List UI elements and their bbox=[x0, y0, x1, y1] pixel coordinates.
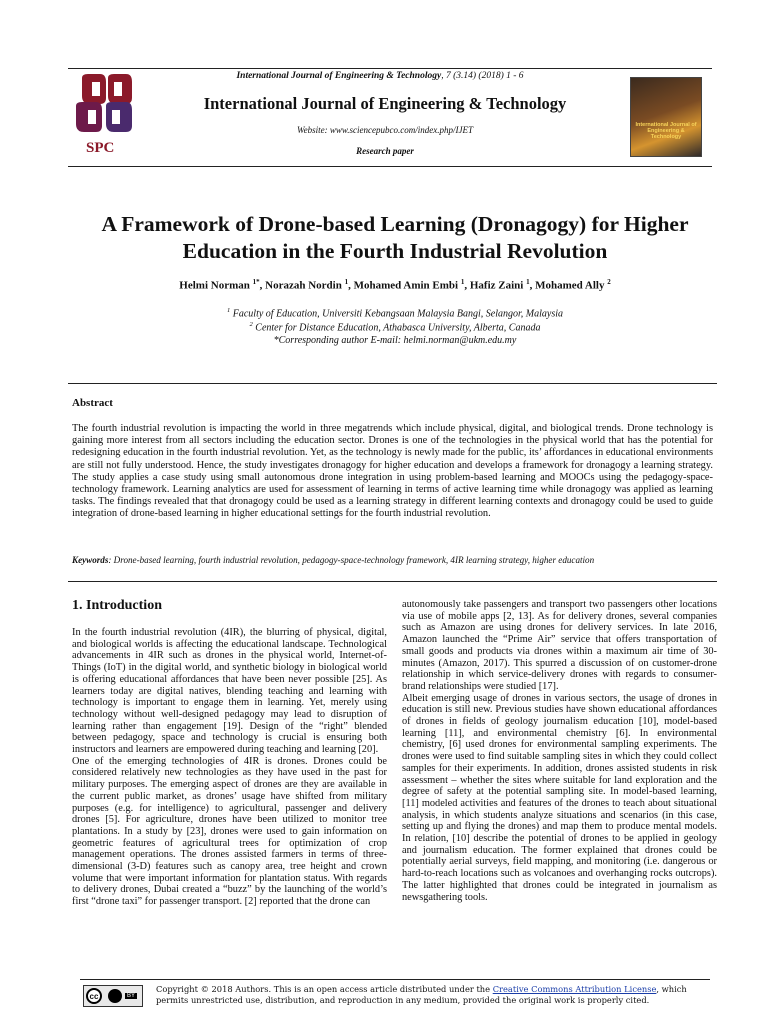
abstract-heading: Abstract bbox=[72, 397, 113, 409]
author-affil-mark: 1 bbox=[460, 278, 465, 286]
affil-mark: 1 bbox=[227, 307, 231, 314]
keywords-text: : Drone-based learning, fourth industrial revolution, pedagogy-space-technology framework, 4IR learning strategy, higher education bbox=[108, 555, 595, 565]
journal-website: Website: www.sciencepubco.com/index.php/IJET bbox=[297, 125, 473, 135]
paper-type: Research paper bbox=[356, 146, 414, 156]
affiliation-1 bbox=[60, 307, 730, 319]
affiliation-2 bbox=[60, 321, 730, 333]
abstract-body: The fourth industrial revolution is impacting the world in three megatrends which include physical, digital, and biological trends. Drone technology is gaining more interest from all sectors including the education sector. Drones is one of the technologies in the physical world that has the potential for redesigning education in the fourth industrial revolution. Yet, as the technology is newly made for the public, its’ affordances in educational environments are still not fully understood. Hence, the study investigates dronagogy for higher education and develops a framework for dronagogy a learning strategy. The study applies a case study using small autonomous drone integration in using problem-based learning and MOOCs using the pedagogy-space-technology framework. Learning analytics are used for assessment of learning in terms of active learning time while dronagogy was applied as learning tasks. The findings revealed that that dronagogy could be used as a learning strategy in different learning contexts and dronagogy could be used to guide integration of drone-based learning in higher educational settings for the fourth industrial revolution. bbox=[72, 423, 713, 520]
author-separator: , bbox=[529, 279, 536, 292]
logo-text: SPC bbox=[86, 140, 115, 156]
title-line-1: A Framework of Drone-based Learning (Dronagogy) for Higher bbox=[101, 212, 689, 236]
author: Norazah Nordin bbox=[265, 279, 342, 292]
journal-cover-image bbox=[630, 77, 702, 157]
right-column bbox=[402, 599, 717, 903]
cover-text: International Journal of Engineering & Technology bbox=[635, 122, 697, 140]
citation-journal: International Journal of Engineering & Technology bbox=[236, 71, 442, 81]
affiliation-text: Faculty of Education, Universiti Kebangsaan Malaysia Bangi, Selangor, Malaysia bbox=[232, 308, 563, 320]
cc-icon: cc bbox=[86, 988, 102, 1004]
author-affil-mark: 1 bbox=[526, 278, 530, 286]
section-heading: 1. Introduction bbox=[72, 598, 162, 613]
attribution-person-icon bbox=[108, 989, 122, 1003]
paper-title bbox=[60, 211, 730, 265]
copyright-text-end: , which permits unrestricted use, distribution, and reproduction in any medium, provided the original work is properly cited. bbox=[156, 984, 687, 1005]
citation-volume: , 7 (3.14) (2018) 1 - 6 bbox=[441, 71, 524, 81]
abstract-bottom-rule bbox=[68, 581, 717, 582]
author: Mohamed Ally bbox=[535, 279, 605, 292]
author: Mohamed Amin Embi bbox=[353, 279, 459, 292]
footer-rule bbox=[80, 979, 710, 980]
abstract-top-rule bbox=[68, 383, 717, 384]
header-citation bbox=[170, 71, 590, 81]
affiliation-text: Center for Distance Education, Athabasca University, Alberta, Canada bbox=[255, 322, 541, 334]
paragraph: Albeit emerging usage of drones in various sectors, the usage of drones in education is still new. Previous studies have shown educational affordances of drones in fields of geology journalism education [10], model-based learning [11], and environmental chemistry [6]. In environmental chemistry, [6] used drones for environmental sampling experiments. The drones were used to find suitable sampling sites in which they could collect samples for their experiments. In addition, drones assisted students in risk assessment – whether the sites where suitable for land exploration and the degree of safety at the potential sampling site. In model-based learning, [11] modeled activities and features of the drones to teach about situational analysis, in which students analyze situations and scenarios (in this case, setting up and flying the drones) and map them to produce mental models. In relation, [10] describe the potential of drones to be applied in geology and journalism education. The former explained that drones could be potentially aerial surveys, field mapping, and monitoring (i.e. dangerous or hard-to-reach locations such as volcanoes and overhanging rocks outcrops). The latter highlighted that drones could be integrated in journalism as newsgathering tools. bbox=[402, 692, 717, 903]
corresponding-author: *Corresponding author E-mail: helmi.norman@ukm.edu.my bbox=[273, 335, 517, 346]
paragraph: autonomously take passengers and transport two passengers other locations via use of mobile apps [2, 13]. As for delivery drones, several companies such as Amazon are using drones for delivery services. In late 2016, Amazon launched the “Prime Air” service that offers transportation of small goods and products via drones within a maximum air time of 30-minutes (Amazon, 2017). This spurred a discussion of on customer-drone relationship in which service-delivery drones with regards to consumer-brand relationships were studied [17]. bbox=[402, 599, 717, 692]
paragraph: In the fourth industrial revolution (4IR), the blurring of physical, digital, and biological worlds is affecting the educational landscape. Technological advancements in 4IR such as drones in the physical world, Internet-of-Things (IoT) in the digital world, and synthetic biology in biological world is offering educational affordances that have been never possible [25]. As learners today are digital natives, blending teaching and learning with technology is important to engage them in learning. Yet, merely using technology without well-designed pedagogy may lead to disruption of learning rather than engagement [19]. Design of the “right” blended between pedagogy, space and technology is crucial is ensuring both instructors and learners are empowered during teaching and learning [20]. bbox=[72, 627, 387, 756]
header-top-rule bbox=[68, 68, 712, 69]
author-affil-mark: 1 bbox=[344, 278, 349, 286]
author: Helmi Norman bbox=[179, 279, 250, 292]
author-affil-mark: 1* bbox=[252, 278, 260, 286]
left-column bbox=[72, 627, 387, 908]
author-separator: , bbox=[464, 279, 470, 292]
header-bottom-rule bbox=[68, 166, 712, 167]
cc-license-badge[interactable] bbox=[83, 985, 143, 1007]
publisher-logo bbox=[72, 72, 138, 160]
keywords-label: Keywords bbox=[72, 555, 109, 565]
keywords bbox=[72, 555, 722, 565]
author: Hafiz Zaini bbox=[469, 279, 524, 292]
paragraph: One of the emerging technologies of 4IR is drones. Drones could be considered relatively new technologies as they have used in the past for military purposes. The emerging aspect of drones are they are available in the current public market, as drones’ usage have shifted from military purposes (e.g. for intelligence) to agricultural, passenger and delivery drones [5]. For agriculture, drones have been utilized to monitor tree plantations. In a study by [23], drones were used to gain information on geometric features of agricultural trees for optimization of crop management operations. The drones assisted farmers in terms of three-dimensional (3-D) features such as canopy area, tree height and crown volume that were important information for plantation status. With regards to delivery drones, Dubai created a “buzz” by the launching of the world’s first “drone taxi” for passenger transport. [2] reported that the drone can bbox=[72, 755, 387, 908]
title-line-2: Education in the Fourth Industrial Revolution bbox=[182, 239, 608, 263]
copyright-text: Copyright © 2018 Authors. This is an open access article distributed under the bbox=[156, 984, 493, 994]
author-separator: , bbox=[348, 279, 354, 292]
copyright-notice bbox=[156, 984, 716, 1006]
affil-mark: 2 bbox=[249, 321, 253, 328]
author-separator: , bbox=[259, 279, 266, 292]
journal-title: International Journal of Engineering & Technology bbox=[203, 94, 567, 113]
cc-by-label: BY bbox=[127, 993, 136, 999]
author-list bbox=[60, 278, 730, 292]
author-affil-mark: 2 bbox=[607, 278, 611, 286]
license-link[interactable]: Creative Commons Attribution License bbox=[492, 984, 657, 994]
